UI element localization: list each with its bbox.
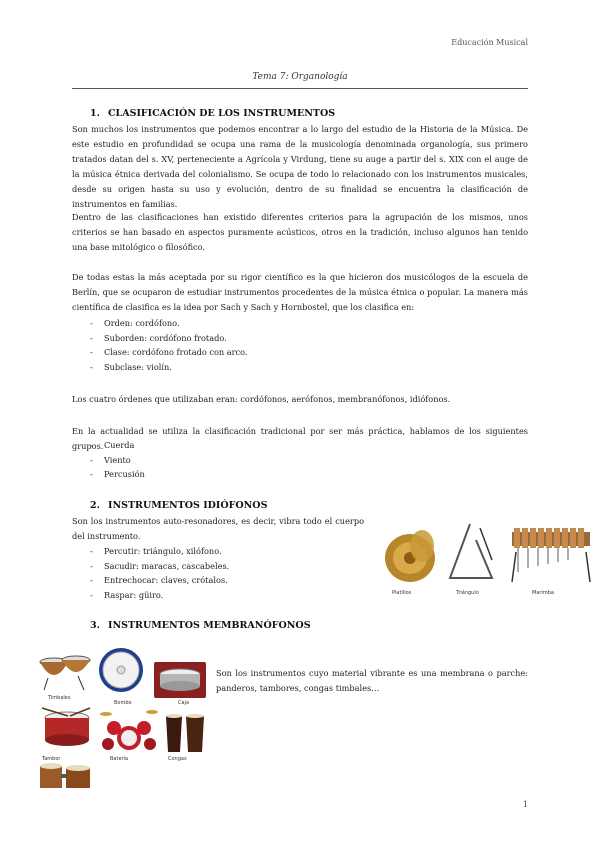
page-number: 1 — [522, 800, 528, 809]
congas-caption: Congas — [168, 756, 187, 762]
section-2-title: INSTRUMENTOS IDIÓFONOS — [108, 500, 268, 511]
section-1-heading — [90, 108, 335, 119]
drum-kit-caption: Batería — [110, 756, 129, 762]
section-1-title: CLASIFICACIÓN DE LOS INSTRUMENTOS — [108, 108, 336, 119]
list-item: - Cuerda — [72, 438, 372, 453]
list-item: - Viento — [72, 453, 372, 468]
bongos-image — [38, 760, 92, 792]
list-item: - Percutir: triángulo, xilófono. — [72, 544, 372, 559]
congas-image — [160, 712, 210, 754]
list-item: - Percusión — [72, 467, 372, 482]
timpani-image — [38, 650, 92, 692]
section-1-paragraph-4: Los cuatro órdenes que utilizaban eran: cordófonos, aerófonos, membranófonos, idiófonos. — [72, 394, 451, 404]
header-subject: Educación Musical — [451, 38, 528, 47]
list-item: - Orden: cordófono. — [72, 316, 472, 331]
drum-kit-image — [100, 706, 158, 754]
snare-drum-image — [154, 662, 206, 698]
triangle-image — [446, 520, 498, 584]
section-3-heading — [90, 620, 311, 631]
section-1-paragraph-1: Son muchos los instrumentos que podemos encontrar a lo largo del estudio de la Historia de la Música. De este estudio en profundidad se ocupa una rama de la musicología denominada organología, sus primero tratados datan del s. XV, perteneciente a Agrícola y Virdung, tiene su auge a partir del s. XIX con el auge de la música étnica derivada del colonialismo. Se ocupa de todo lo relacionado con los instrumentos musicales, desde su origen hasta su uso y evolución, dentro de su finalidad se encuentra la clasificación de instrumentos en familias. — [72, 124, 528, 209]
list-item: - Entrechocar: claves, crótalos. — [72, 573, 372, 588]
drum-caption: Tambor — [42, 756, 61, 762]
triangle-caption: Triángulo — [456, 590, 479, 596]
bass-drum-image — [96, 646, 146, 698]
section-2-heading — [90, 500, 267, 511]
timpani-caption: Timbales — [48, 695, 71, 701]
section-2-paragraph-1: Son los instrumentos auto-resonadores, es decir, vibra todo el cuerpo del instrumento. — [72, 516, 364, 541]
cymbals-image — [384, 524, 440, 586]
section-1-paragraph-3: De todas estas la más aceptada por su rigor científico es la que hicieron dos musicólogos de la escuela de Berlín, que se ocuparon de estudiar instrumentos procedentes de la música étnica o popular. La manera más científica de clasifica es la idea por Sach y Sach y Hornbostel, que los clasifica en: — [72, 272, 528, 312]
snare-drum-caption: Caja — [178, 700, 190, 706]
section-1-paragraph-2: Dentro de las clasificaciones han existido diferentes criterios para la agrupación de los mismos, unos criterios se han basado en aspectos puramente acústicos, otros en la tradición, incluso algunos han tenido una base mitológico o filosófico. — [72, 212, 528, 252]
section-3-title: INSTRUMENTOS MEMBRANÓFONOS — [108, 620, 311, 631]
list-item: - Sacudir: maracas, cascabeles. — [72, 559, 372, 574]
section-2-number: 2. — [90, 500, 100, 511]
list-item: - Suborden: cordófono frotado. — [72, 331, 472, 346]
section-3-paragraph-1: Son los instrumentos cuyo material vibrante es una membrana o parche: panderos, tambores, congas timbales… — [216, 668, 528, 693]
section-3-number: 3. — [90, 620, 100, 631]
list-item: - Subclase: violín. — [72, 360, 472, 375]
header-divider — [72, 88, 528, 89]
bass-drum-caption: Bombo — [114, 700, 132, 706]
marimba-image — [508, 522, 594, 584]
idiophone-list — [72, 544, 372, 602]
page-topic-title: Tema 7: Organología — [252, 72, 348, 82]
marimba-caption: Marimba — [532, 590, 554, 596]
classification-list — [72, 316, 472, 374]
cymbals-caption: Platillos — [392, 590, 412, 596]
list-item: - Clase: cordófono frotado con arco. — [72, 345, 472, 360]
list-item: - Raspar: güiro. — [72, 588, 372, 603]
drum-image — [38, 706, 96, 752]
groups-list — [72, 438, 372, 482]
section-1-paragraph-5: En la actualidad se utiliza la clasificación tradicional por ser más práctica, hablamos de los siguientes grupos. — [72, 426, 528, 451]
section-1-number: 1. — [90, 108, 100, 119]
